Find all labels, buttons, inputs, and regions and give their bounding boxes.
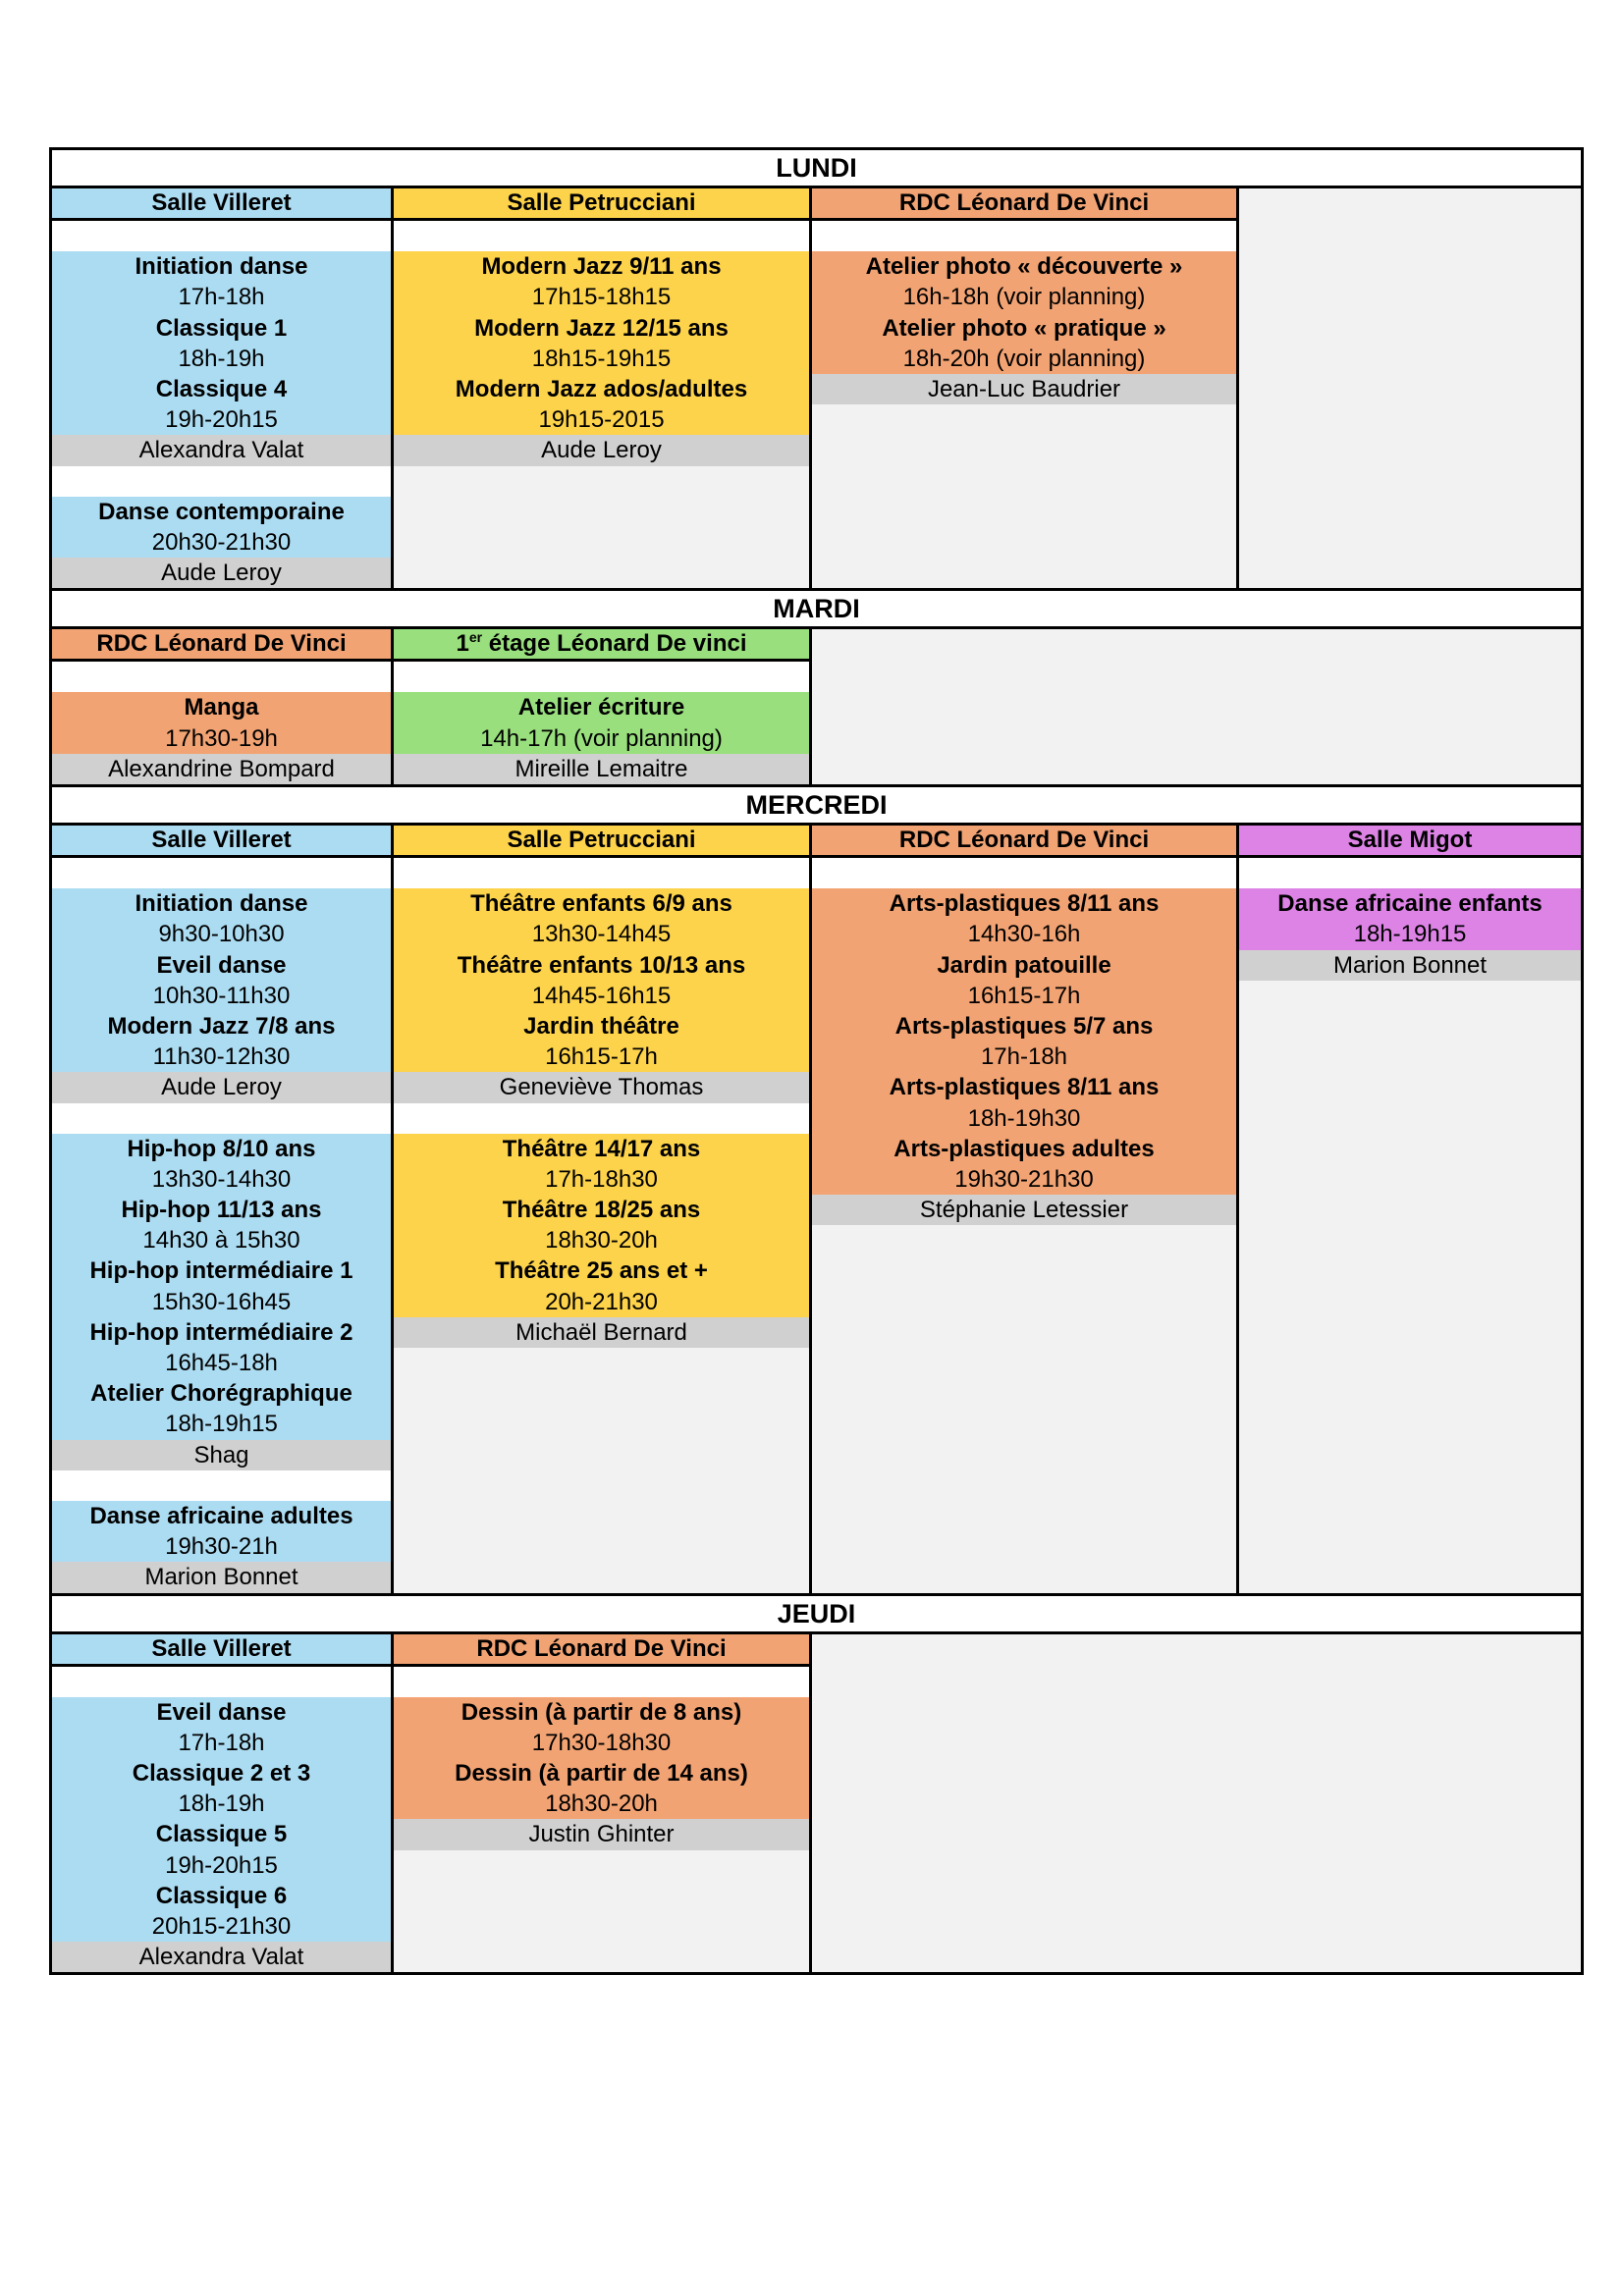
spacer-row [52,1103,391,1134]
spacer-row [52,858,391,888]
course-time: 17h15-18h15 [394,282,809,312]
course-time: 20h-21h30 [394,1287,809,1317]
course-time: 19h15-2015 [394,404,809,435]
course-title: Dessin (à partir de 14 ans) [394,1758,809,1789]
day-columns [52,186,1581,588]
course-title: Théâtre 18/25 ans [394,1195,809,1225]
course-title: Classique 1 [52,313,391,344]
day-lundi [52,150,1581,588]
room-column-villeret [52,826,391,1593]
course-title: Modern Jazz 7/8 ans [52,1011,391,1041]
room-column-leonard-rdc [809,188,1236,588]
course-time: 18h-19h [52,1789,391,1819]
room-column-migot [1236,826,1581,1593]
course-title: Théâtre enfants 6/9 ans [394,888,809,919]
course-time: 13h30-14h45 [394,919,809,949]
spacer-row [812,221,1236,251]
day-title: MERCREDI [52,787,1581,823]
room-header: RDC Léonard De Vinci [812,826,1236,858]
course-time: 14h45-16h15 [394,981,809,1011]
empty-header [1239,188,1581,221]
day-columns [52,1631,1581,1973]
course-title: Théâtre 25 ans et + [394,1255,809,1286]
course-title: Classique 2 et 3 [52,1758,391,1789]
spacer-row [52,1470,391,1501]
course-title: Atelier photo « découverte » [812,251,1236,282]
course-title: Arts-plastiques adultes [812,1134,1236,1164]
course-time: 19h30-21h30 [812,1164,1236,1195]
course-time: 17h30-19h [52,723,391,754]
teacher-name: Stéphanie Letessier [812,1195,1236,1225]
teacher-name: Aude Leroy [52,558,391,588]
room-column-villeret [52,188,391,588]
teacher-name: Geneviève Thomas [394,1072,809,1102]
course-title: Initiation danse [52,251,391,282]
course-time: 9h30-10h30 [52,919,391,949]
course-title: Jardin patouille [812,950,1236,981]
day-mercredi [52,784,1581,1593]
course-time: 17h-18h30 [394,1164,809,1195]
room-header: Salle Villeret [52,188,391,221]
course-time: 15h30-16h45 [52,1287,391,1317]
spacer-row [394,858,809,888]
room-column-petrucciani [391,826,809,1593]
room-header: Salle Petrucciani [394,188,809,221]
course-time: 19h-20h15 [52,1850,391,1881]
course-title: Modern Jazz 12/15 ans [394,313,809,344]
course-title: Eveil danse [52,950,391,981]
course-title: Classique 6 [52,1881,391,1911]
room-header: Salle Villeret [52,1634,391,1667]
course-time: 13h30-14h30 [52,1164,391,1195]
course-title: Arts-plastiques 8/11 ans [812,1072,1236,1102]
empty-area [809,629,1581,784]
spacer-row [52,662,391,692]
day-mardi [52,588,1581,784]
course-title: Modern Jazz ados/adultes [394,374,809,404]
course-title: Théâtre enfants 10/13 ans [394,950,809,981]
spacer-row [52,1667,391,1697]
course-time: 16h15-17h [394,1041,809,1072]
day-jeudi [52,1593,1581,1973]
course-title: Théâtre 14/17 ans [394,1134,809,1164]
course-time: 10h30-11h30 [52,981,391,1011]
spacer-row [394,221,809,251]
teacher-name: Justin Ghinter [394,1819,809,1849]
room-column-petrucciani [391,188,809,588]
course-time: 16h-18h (voir planning) [812,282,1236,312]
course-title: Arts-plastiques 5/7 ans [812,1011,1236,1041]
course-time: 11h30-12h30 [52,1041,391,1072]
course-time: 17h-18h [52,1728,391,1758]
course-title: Atelier écriture [394,692,809,722]
course-time: 18h-19h15 [52,1409,391,1439]
room-header-ordinal: er [468,629,483,646]
course-title: Eveil danse [52,1697,391,1728]
empty-column [1236,188,1581,588]
course-title: Hip-hop intermédiaire 1 [52,1255,391,1286]
course-time: 18h15-19h15 [394,344,809,374]
teacher-name: Marion Bonnet [52,1562,391,1592]
spacer-row [52,466,391,497]
spacer-row [1239,858,1581,888]
teacher-name: Alexandrine Bompard [52,754,391,784]
day-title: MARDI [52,591,1581,626]
course-time: 18h30-20h [394,1225,809,1255]
course-title: Arts-plastiques 8/11 ans [812,888,1236,919]
course-title: Hip-hop intermédiaire 2 [52,1317,391,1348]
course-time: 19h30-21h [52,1531,391,1562]
teacher-name: Jean-Luc Baudrier [812,374,1236,404]
course-time: 14h30 à 15h30 [52,1225,391,1255]
weekly-schedule-table [49,147,1584,1975]
course-title: Danse africaine enfants [1239,888,1581,919]
course-time: 17h30-18h30 [394,1728,809,1758]
course-title: Danse contemporaine [52,497,391,527]
room-header: RDC Léonard De Vinci [394,1634,809,1667]
course-title: Manga [52,692,391,722]
teacher-name: Alexandra Valat [52,435,391,465]
course-time: 18h-20h (voir planning) [812,344,1236,374]
room-column-leonard-rdc [391,1634,809,1973]
spacer-row [52,221,391,251]
spacer-row [394,1103,809,1134]
room-header: RDC Léonard De Vinci [812,188,1236,221]
course-time: 18h-19h15 [1239,919,1581,949]
teacher-name: Alexandra Valat [52,1942,391,1972]
teacher-name: Aude Leroy [394,435,809,465]
course-time: 20h30-21h30 [52,527,391,558]
day-title: LUNDI [52,150,1581,186]
course-time: 18h-19h30 [812,1103,1236,1134]
course-title: Classique 4 [52,374,391,404]
day-title: JEUDI [52,1596,1581,1631]
course-title: Jardin théâtre [394,1011,809,1041]
room-column-villeret [52,1634,391,1973]
course-title: Dessin (à partir de 8 ans) [394,1697,809,1728]
empty-area [809,1634,1581,1973]
course-time: 19h-20h15 [52,404,391,435]
course-time: 16h15-17h [812,981,1236,1011]
course-time: 17h-18h [52,282,391,312]
day-columns [52,823,1581,1593]
course-time: 14h-17h (voir planning) [394,723,809,754]
course-time: 20h15-21h30 [52,1911,391,1942]
course-title: Classique 5 [52,1819,391,1849]
course-title: Initiation danse [52,888,391,919]
teacher-name: Mireille Lemaitre [394,754,809,784]
spacer-row [812,858,1236,888]
course-time: 18h-19h [52,344,391,374]
teacher-name: Aude Leroy [52,1072,391,1102]
room-header: Salle Migot [1239,826,1581,858]
course-title: Hip-hop 8/10 ans [52,1134,391,1164]
course-time: 18h30-20h [394,1789,809,1819]
room-header: RDC Léonard De Vinci [52,629,391,662]
teacher-name: Shag [52,1440,391,1470]
room-header-number: 1 [456,630,469,658]
spacer-row [394,1667,809,1697]
room-column-leonard-rdc [809,826,1236,1593]
course-title: Atelier Chorégraphique [52,1378,391,1409]
room-header: Salle Villeret [52,826,391,858]
course-title: Modern Jazz 9/11 ans [394,251,809,282]
room-column-leonard-etage [391,629,809,784]
spacer-row [394,662,809,692]
course-time: 17h-18h [812,1041,1236,1072]
room-header-text: étage Léonard De vinci [482,630,747,658]
room-header: Salle Petrucciani [394,826,809,858]
room-header [394,629,809,662]
course-title: Danse africaine adultes [52,1501,391,1531]
teacher-name: Michaël Bernard [394,1317,809,1348]
room-column-leonard-rdc [52,629,391,784]
day-columns [52,626,1581,784]
course-title: Atelier photo « pratique » [812,313,1236,344]
course-time: 16h45-18h [52,1348,391,1378]
course-title: Hip-hop 11/13 ans [52,1195,391,1225]
course-time: 14h30-16h [812,919,1236,949]
teacher-name: Marion Bonnet [1239,950,1581,981]
